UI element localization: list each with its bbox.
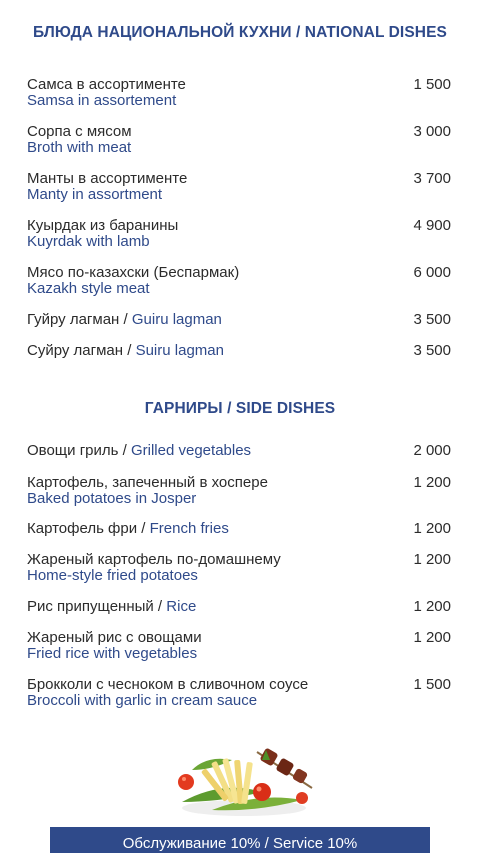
item-name-en: Broth with meat bbox=[27, 139, 132, 156]
item-name-en: Broccoli with garlic in cream sauce bbox=[27, 692, 258, 709]
item-price: 4 900 bbox=[413, 217, 451, 234]
item-name-en: Grilled vegetables bbox=[130, 442, 252, 459]
menu-item-rice bbox=[27, 599, 451, 615]
service-charge-banner: Обслуживание 10% / Service 10% bbox=[50, 827, 430, 853]
section-title-national: БЛЮДА НАЦИОНАЛЬНОЙ КУХНИ / NATIONAL DISHES bbox=[33, 24, 447, 41]
item-name-ru: Картофель фри bbox=[27, 520, 138, 537]
item-price: 6 000 bbox=[413, 264, 451, 281]
item-name-en: Guiru lagman bbox=[131, 311, 222, 328]
item-name-ru: Суйру лагман bbox=[27, 342, 124, 359]
item-price: 3 500 bbox=[413, 311, 451, 328]
item-price: 1 200 bbox=[413, 474, 451, 491]
menu-item-manty bbox=[27, 171, 451, 203]
item-name-ru: Сорпа с мясом bbox=[27, 123, 132, 140]
item-name-ru: Мясо по-казахски (Беспармак) bbox=[27, 264, 240, 281]
item-price: 1 200 bbox=[413, 520, 451, 537]
menu-item-grilled-vegetables bbox=[27, 443, 451, 459]
menu-item-french-fries bbox=[27, 521, 451, 537]
item-name-ru: Овощи гриль bbox=[27, 442, 119, 459]
item-price: 1 500 bbox=[413, 76, 451, 93]
item-name-en: Rice bbox=[166, 598, 197, 615]
item-price: 3 700 bbox=[413, 170, 451, 187]
item-price: 1 500 bbox=[413, 676, 451, 693]
menu-item-fried-rice bbox=[27, 630, 451, 662]
item-name-en: Kuyrdak with lamb bbox=[27, 233, 150, 250]
item-name-inline bbox=[27, 599, 451, 615]
name-separator: / bbox=[123, 342, 136, 359]
item-name-en: Suiru lagman bbox=[135, 342, 224, 359]
item-name-ru: Куырдак из баранины bbox=[27, 217, 179, 234]
name-separator: / bbox=[118, 442, 131, 459]
menu-item-baked-potatoes bbox=[27, 475, 451, 507]
item-name-inline bbox=[27, 521, 451, 537]
menu-item-home-fried-potatoes bbox=[27, 552, 451, 584]
item-price: 1 200 bbox=[413, 629, 451, 646]
item-name-inline bbox=[27, 312, 451, 328]
item-name-ru: Жареный рис с овощами bbox=[27, 629, 202, 646]
item-price: 1 200 bbox=[413, 551, 451, 568]
item-name-ru: Самса в ассортименте bbox=[27, 76, 186, 93]
item-name-ru: Рис припущенный bbox=[27, 598, 154, 615]
item-name-en: Fried rice with vegetables bbox=[27, 645, 198, 662]
garnish-plate-illustration bbox=[162, 730, 322, 818]
item-price: 3 000 bbox=[413, 123, 451, 140]
name-separator: / bbox=[153, 598, 167, 615]
item-name-en: French fries bbox=[149, 520, 229, 537]
item-name-ru: Жареный картофель по-домашнему bbox=[27, 551, 281, 568]
menu-item-suiru-lagman bbox=[27, 343, 451, 359]
menu-item-guiru-lagman bbox=[27, 312, 451, 328]
section-title-sides: ГАРНИРЫ / SIDE DISHES bbox=[144, 400, 336, 417]
item-name-ru: Брокколи с чесноком в сливочном соусе bbox=[27, 676, 309, 693]
item-name-ru: Манты в ассортименте bbox=[27, 170, 188, 187]
item-name-en: Manty in assortment bbox=[27, 186, 163, 203]
item-price: 2 000 bbox=[413, 442, 451, 459]
item-name-ru: Гуйру лагман bbox=[27, 311, 120, 328]
menu-item-broccoli bbox=[27, 677, 451, 709]
item-name-inline bbox=[27, 343, 451, 359]
name-separator: / bbox=[119, 311, 132, 328]
item-name-en: Baked potatoes in Josper bbox=[27, 490, 197, 507]
menu-item-kuyrdak bbox=[27, 218, 451, 250]
item-name-en: Home-style fried potatoes bbox=[27, 567, 198, 584]
item-price: 3 500 bbox=[413, 342, 451, 359]
menu-item-beshbarmak bbox=[27, 265, 451, 297]
item-name-ru: Картофель, запеченный в хоспере bbox=[27, 474, 268, 491]
menu-item-sorpa bbox=[27, 124, 451, 156]
item-name-inline bbox=[27, 443, 451, 459]
item-name-en: Kazakh style meat bbox=[27, 280, 150, 297]
name-separator: / bbox=[137, 520, 150, 537]
menu-item-samsa bbox=[27, 77, 451, 109]
item-name-en: Samsa in assortement bbox=[27, 92, 177, 109]
item-price: 1 200 bbox=[413, 598, 451, 615]
